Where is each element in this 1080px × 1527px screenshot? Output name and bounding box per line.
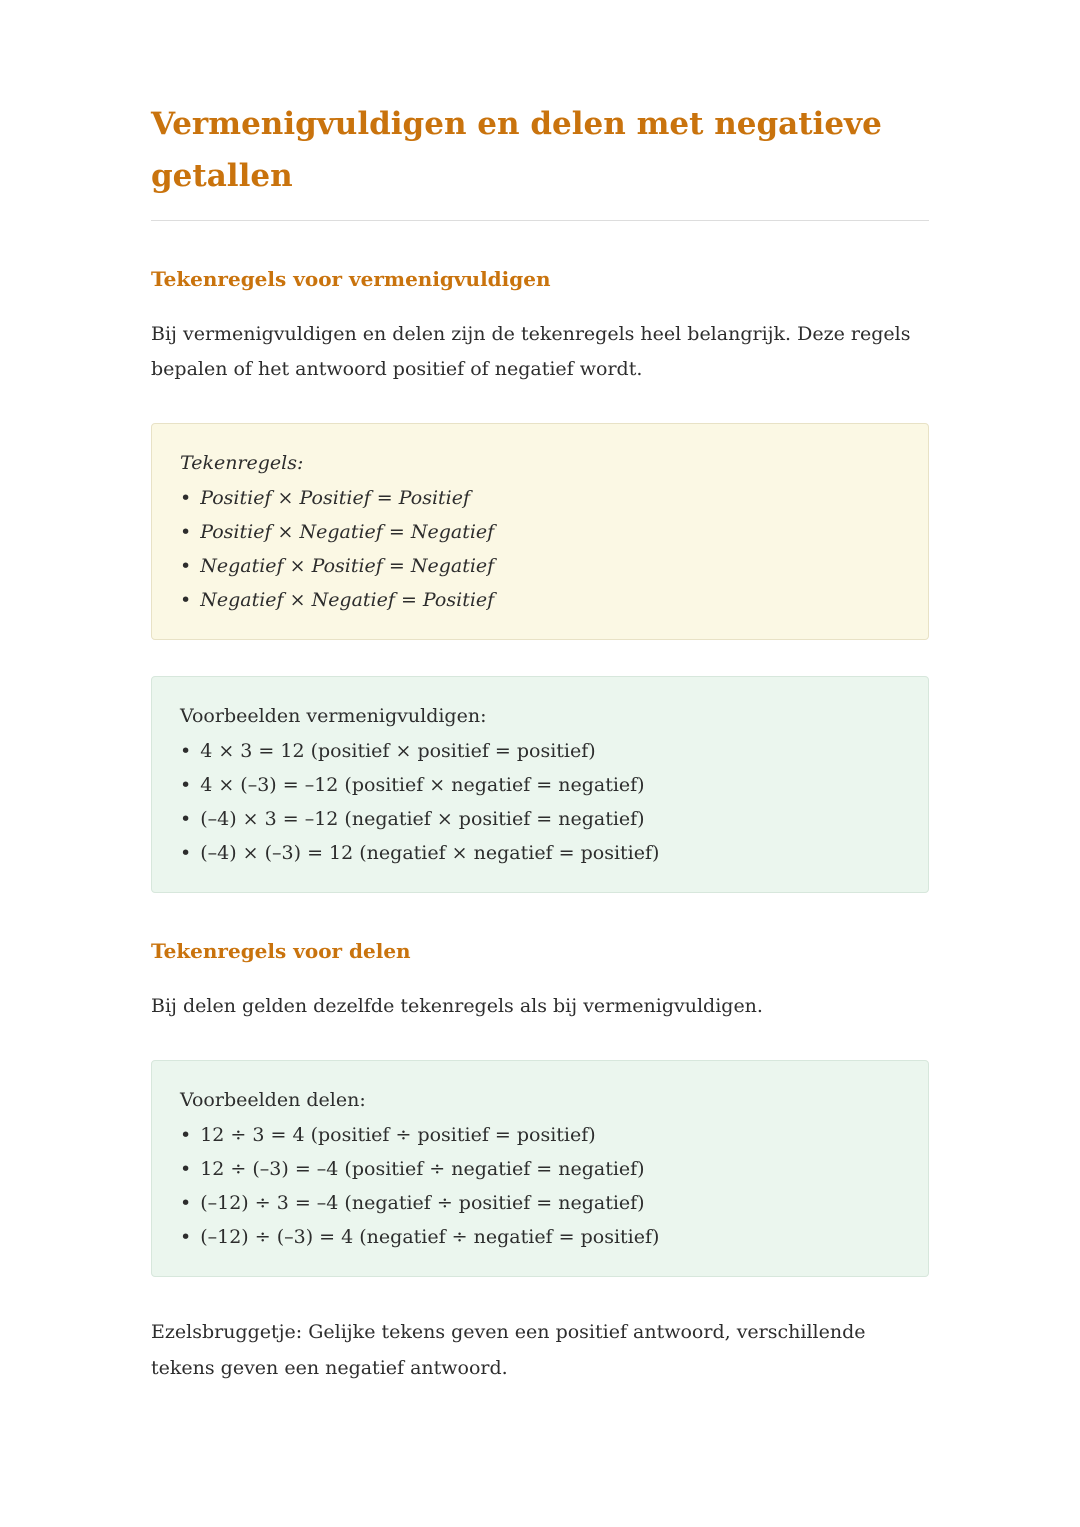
rule-text: Positief × Positief = Positief xyxy=(200,486,471,509)
section-heading-multiply: Tekenregels voor vermenigvuldigen xyxy=(151,267,551,292)
rule-item xyxy=(180,549,900,583)
page-title-line-1: Vermenigvuldigen en delen met negatieve xyxy=(151,106,882,142)
example-text: (–4) × 3 = –12 (negatief × positief = negatief) xyxy=(200,807,645,830)
example-text: 12 ÷ 3 = 4 (positief ÷ positief = positief) xyxy=(200,1123,596,1146)
example-item xyxy=(180,802,900,836)
example-item xyxy=(180,1152,900,1186)
rule-item xyxy=(180,515,900,549)
page-title xyxy=(151,98,929,202)
bullet-icon: • xyxy=(180,486,192,509)
divide-examples-label: Voorbeelden delen: xyxy=(180,1089,366,1112)
bullet-icon: • xyxy=(180,807,192,830)
example-text: 4 × (–3) = –12 (positief × negatief = negatief) xyxy=(200,773,645,796)
example-item xyxy=(180,768,900,802)
bullet-icon: • xyxy=(180,589,192,612)
rule-item xyxy=(180,481,900,515)
rules-box xyxy=(151,423,929,640)
rules-box-label: Tekenregels: xyxy=(180,452,304,475)
intro-paragraph-multiply: Bij vermenigvuldigen en delen zijn de tekenregels heel belangrijk. Deze regels bepalen of het antwoord positief of negatief wordt. xyxy=(151,323,911,381)
rule-text: Negatief × Negatief = Positief xyxy=(200,589,495,612)
divide-examples-box xyxy=(151,1060,929,1277)
rule-item xyxy=(180,583,900,617)
outro-paragraph: Ezelsbruggetje: Gelijke tekens geven een positief antwoord, verschillende tekens geven een negatief antwoord. xyxy=(151,1321,866,1379)
example-text: 4 × 3 = 12 (positief × positief = positief) xyxy=(200,739,596,762)
example-item xyxy=(180,734,900,768)
multiply-examples-box xyxy=(151,676,929,893)
example-item xyxy=(180,1118,900,1152)
rule-text: Negatief × Positief = Negatief xyxy=(200,555,495,577)
bullet-icon: • xyxy=(180,1226,192,1249)
bullet-icon: • xyxy=(180,739,192,762)
bullet-icon: • xyxy=(180,1192,192,1215)
bullet-icon: • xyxy=(180,555,192,577)
bullet-icon: • xyxy=(180,842,192,865)
example-text: (–12) ÷ (–3) = 4 (negatief ÷ negatief = positief) xyxy=(200,1226,660,1249)
example-text: (–12) ÷ 3 = –4 (negatief ÷ positief = negatief) xyxy=(200,1192,645,1215)
bullet-icon: • xyxy=(180,773,192,796)
rule-text: Positief × Negatief = Negatief xyxy=(200,520,495,543)
example-text: 12 ÷ (–3) = –4 (positief ÷ negatief = negatief) xyxy=(200,1157,645,1180)
section-heading-divide: Tekenregels voor delen xyxy=(151,939,411,964)
bullet-icon: • xyxy=(180,520,192,543)
title-divider xyxy=(151,220,929,221)
multiply-examples-label: Voorbeelden vermenigvuldigen: xyxy=(180,705,487,728)
example-item xyxy=(180,1220,900,1254)
page-title-line-2: getallen xyxy=(151,158,293,195)
bullet-icon: • xyxy=(180,1123,192,1146)
bullet-icon: • xyxy=(180,1157,192,1180)
example-item xyxy=(180,836,900,870)
document-page xyxy=(151,0,929,1386)
example-item xyxy=(180,1186,900,1220)
intro-paragraph-divide: Bij delen gelden dezelfde tekenregels als bij vermenigvuldigen. xyxy=(151,995,763,1018)
example-text: (–4) × (–3) = 12 (negatief × negatief = positief) xyxy=(200,842,660,865)
